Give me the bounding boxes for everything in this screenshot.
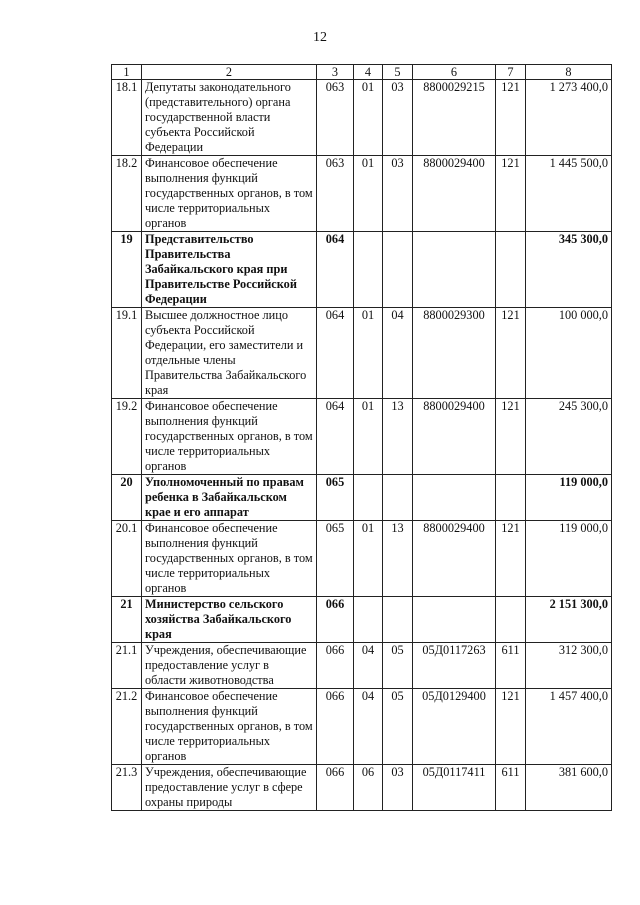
expense-type-code: 611 [496,643,526,689]
admin-code: 064 [317,232,354,308]
table-row [112,475,612,521]
amount: 312 300,0 [526,643,612,689]
admin-code: 066 [317,643,354,689]
row-name: Министерство сельского хозяйства Забайкальского края [142,597,317,643]
admin-code: 065 [317,521,354,597]
table-row [112,232,612,308]
admin-code: 063 [317,156,354,232]
row-number: 18.2 [112,156,142,232]
expense-type-code: 121 [496,399,526,475]
target-article-code: 8800029400 [413,521,496,597]
admin-code: 066 [317,765,354,811]
budget-table [111,64,612,811]
subsection-code [383,475,413,521]
row-name: Представительство Правительства Забайкальского края при Правительстве Российской Федерации [142,232,317,308]
table-header [112,65,612,80]
amount: 100 000,0 [526,308,612,399]
table-row [112,521,612,597]
row-number: 19.2 [112,399,142,475]
section-code [354,597,383,643]
subsection-code: 13 [383,399,413,475]
target-article-code [413,597,496,643]
table-row [112,308,612,399]
amount: 119 000,0 [526,521,612,597]
section-code [354,232,383,308]
row-number: 21.1 [112,643,142,689]
column-header: 3 [317,65,354,80]
row-name: Финансовое обеспечение выполнения функций государственных органов, в том числе территориальных органов [142,399,317,475]
subsection-code: 05 [383,643,413,689]
expense-type-code [496,232,526,308]
row-name: Депутаты законодательного (представительного) органа государственной власти субъекта Российской Федерации [142,80,317,156]
column-numbers-row [112,65,612,80]
target-article-code [413,475,496,521]
row-name: Высшее должностное лицо субъекта Российской Федерации, его заместители и отдельные члены Правительства Забайкальского края [142,308,317,399]
admin-code: 065 [317,475,354,521]
row-number: 20.1 [112,521,142,597]
table-row [112,765,612,811]
column-header: 5 [383,65,413,80]
target-article-code: 05Д0117263 [413,643,496,689]
column-header: 4 [354,65,383,80]
table-row [112,643,612,689]
subsection-code: 03 [383,765,413,811]
target-article-code: 05Д0117411 [413,765,496,811]
section-code: 01 [354,156,383,232]
subsection-code: 04 [383,308,413,399]
table-row [112,156,612,232]
row-name: Финансовое обеспечение выполнения функций государственных органов, в том числе территориальных органов [142,521,317,597]
expense-type-code: 121 [496,689,526,765]
section-code: 01 [354,80,383,156]
row-number: 21.2 [112,689,142,765]
section-code: 04 [354,643,383,689]
expense-type-code [496,597,526,643]
section-code: 01 [354,521,383,597]
row-name: Учреждения, обеспечивающие предоставление услуг в области животноводства [142,643,317,689]
amount: 245 300,0 [526,399,612,475]
column-header: 2 [142,65,317,80]
amount: 345 300,0 [526,232,612,308]
admin-code: 064 [317,308,354,399]
row-name: Учреждения, обеспечивающие предоставление услуг в сфере охраны природы [142,765,317,811]
target-article-code: 05Д0129400 [413,689,496,765]
section-code [354,475,383,521]
amount: 2 151 300,0 [526,597,612,643]
amount: 1 457 400,0 [526,689,612,765]
subsection-code [383,597,413,643]
page-number: 12 [313,30,327,45]
section-code: 01 [354,399,383,475]
row-number: 18.1 [112,80,142,156]
expense-type-code [496,475,526,521]
target-article-code: 8800029400 [413,399,496,475]
column-header: 7 [496,65,526,80]
row-number: 19 [112,232,142,308]
expense-type-code: 121 [496,156,526,232]
row-number: 21 [112,597,142,643]
expense-type-code: 611 [496,765,526,811]
expense-type-code: 121 [496,308,526,399]
column-header: 8 [526,65,612,80]
subsection-code: 13 [383,521,413,597]
target-article-code: 8800029300 [413,308,496,399]
table-row [112,399,612,475]
amount: 1 273 400,0 [526,80,612,156]
target-article-code: 8800029400 [413,156,496,232]
admin-code: 066 [317,689,354,765]
admin-code: 064 [317,399,354,475]
subsection-code: 05 [383,689,413,765]
row-name: Уполномоченный по правам ребенка в Забайкальском крае и его аппарат [142,475,317,521]
section-code: 01 [354,308,383,399]
section-code: 04 [354,689,383,765]
row-name: Финансовое обеспечение выполнения функций государственных органов, в том числе территориальных органов [142,156,317,232]
table-row [112,80,612,156]
expense-type-code: 121 [496,521,526,597]
section-code: 06 [354,765,383,811]
row-number: 19.1 [112,308,142,399]
column-header: 1 [112,65,142,80]
row-number: 20 [112,475,142,521]
row-name: Финансовое обеспечение выполнения функций государственных органов, в том числе территориальных органов [142,689,317,765]
table-row [112,689,612,765]
target-article-code: 8800029215 [413,80,496,156]
amount: 1 445 500,0 [526,156,612,232]
amount: 119 000,0 [526,475,612,521]
expense-type-code: 121 [496,80,526,156]
subsection-code [383,232,413,308]
table-body [112,80,612,811]
amount: 381 600,0 [526,765,612,811]
row-number: 21.3 [112,765,142,811]
table-row [112,597,612,643]
column-header: 6 [413,65,496,80]
admin-code: 066 [317,597,354,643]
subsection-code: 03 [383,80,413,156]
admin-code: 063 [317,80,354,156]
subsection-code: 03 [383,156,413,232]
target-article-code [413,232,496,308]
